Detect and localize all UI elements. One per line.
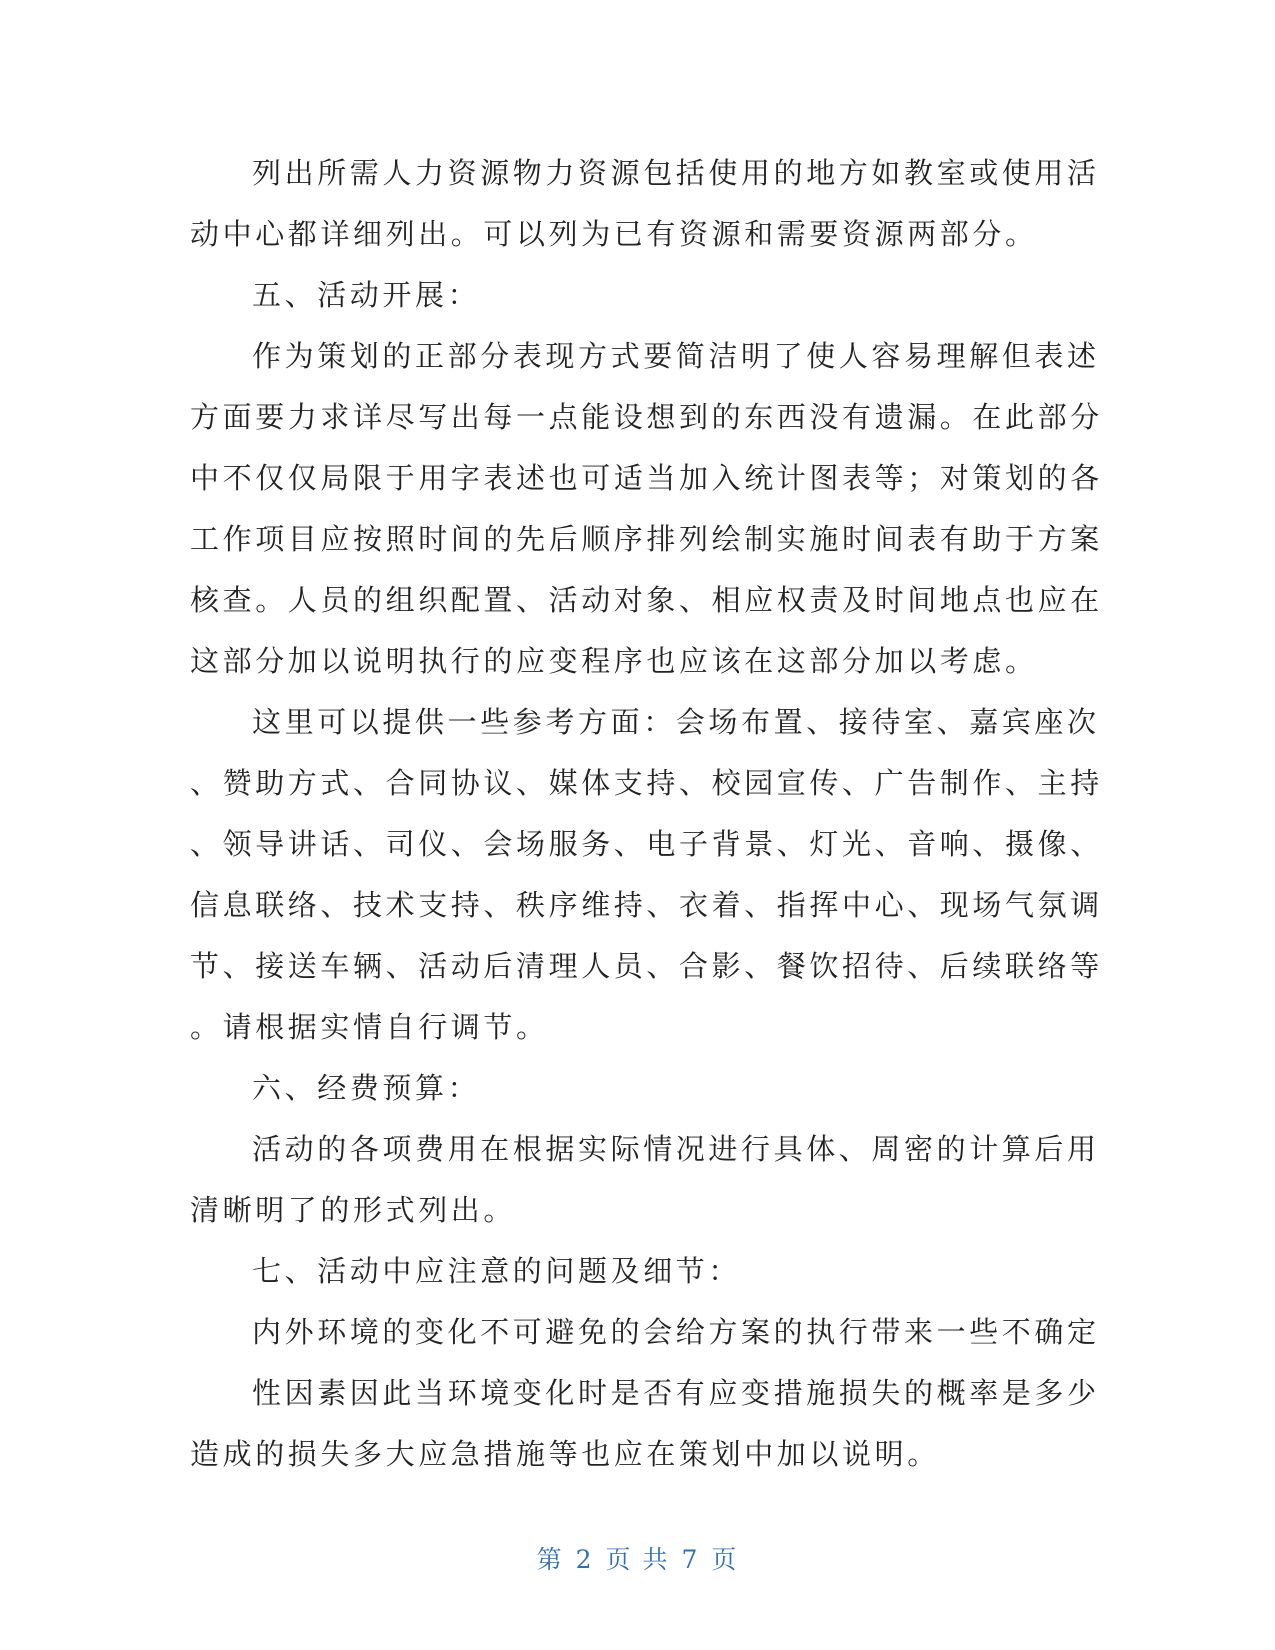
text-line: 动中心都详细列出。可以列为已有资源和需要资源两部分。 <box>190 217 1038 251</box>
document-body <box>190 143 1103 1485</box>
text-line: 性因素因此当环境变化时是否有应变措施损失的概率是多少 <box>252 1376 1100 1410</box>
text-line: 。请根据实情自行调节。 <box>190 1010 549 1044</box>
text-line: 、领导讲话、司仪、会场服务、电子背景、灯光、音响、摄像、 <box>190 827 1103 861</box>
text-line: 这里可以提供一些参考方面：会场布置、接待室、嘉宾座次 <box>252 705 1100 739</box>
text-line: 作为策划的正部分表现方式要简洁明了使人容易理解但表述 <box>252 339 1100 373</box>
text-line: 中不仅仅局限于用字表述也可适当加入统计图表等；对策划的各 <box>190 461 1103 495</box>
text-line: 工作项目应按照时间的先后顺序排列绘制实施时间表有助于方案 <box>190 522 1103 556</box>
text-line: 节、接送车辆、活动后清理人员、合影、餐饮招待、后续联络等 <box>190 949 1103 983</box>
footer-suffix: 页 <box>711 1545 739 1574</box>
text-line: 方面要力求详尽写出每一点能设想到的东西没有遗漏。在此部分 <box>190 400 1103 434</box>
section-heading: 七、活动中应注意的问题及细节： <box>252 1254 742 1288</box>
current-page-number: 2 <box>575 1545 594 1574</box>
text-line: 内外环境的变化不可避免的会给方案的执行带来一些不确定 <box>252 1315 1100 1349</box>
section-heading: 五、活动开展： <box>252 278 481 312</box>
text-line: 信息联络、技术支持、秩序维持、衣着、指挥中心、现场气氛调 <box>190 888 1103 922</box>
text-line: 造成的损失多大应急措施等也应在策划中加以说明。 <box>190 1437 940 1471</box>
text-line: 这部分加以说明执行的应变程序也应该在这部分加以考虑。 <box>190 644 1038 678</box>
text-line: 核查。人员的组织配置、活动对象、相应权责及时间地点也应在 <box>190 583 1103 617</box>
section-heading: 六、经费预算： <box>252 1071 481 1105</box>
text-line: 清晰明了的形式列出。 <box>190 1193 517 1227</box>
page-number-footer <box>0 1540 1275 1576</box>
text-line: 活动的各项费用在根据实际情况进行具体、周密的计算后用 <box>252 1132 1100 1166</box>
footer-prefix: 第 <box>536 1545 564 1574</box>
total-pages-number: 7 <box>681 1545 700 1574</box>
text-line: 列出所需人力资源物力资源包括使用的地方如教室或使用活 <box>252 156 1100 190</box>
footer-middle: 页 共 <box>605 1545 670 1574</box>
text-line: 、赞助方式、合同协议、媒体支持、校园宣传、广告制作、主持 <box>190 766 1103 800</box>
